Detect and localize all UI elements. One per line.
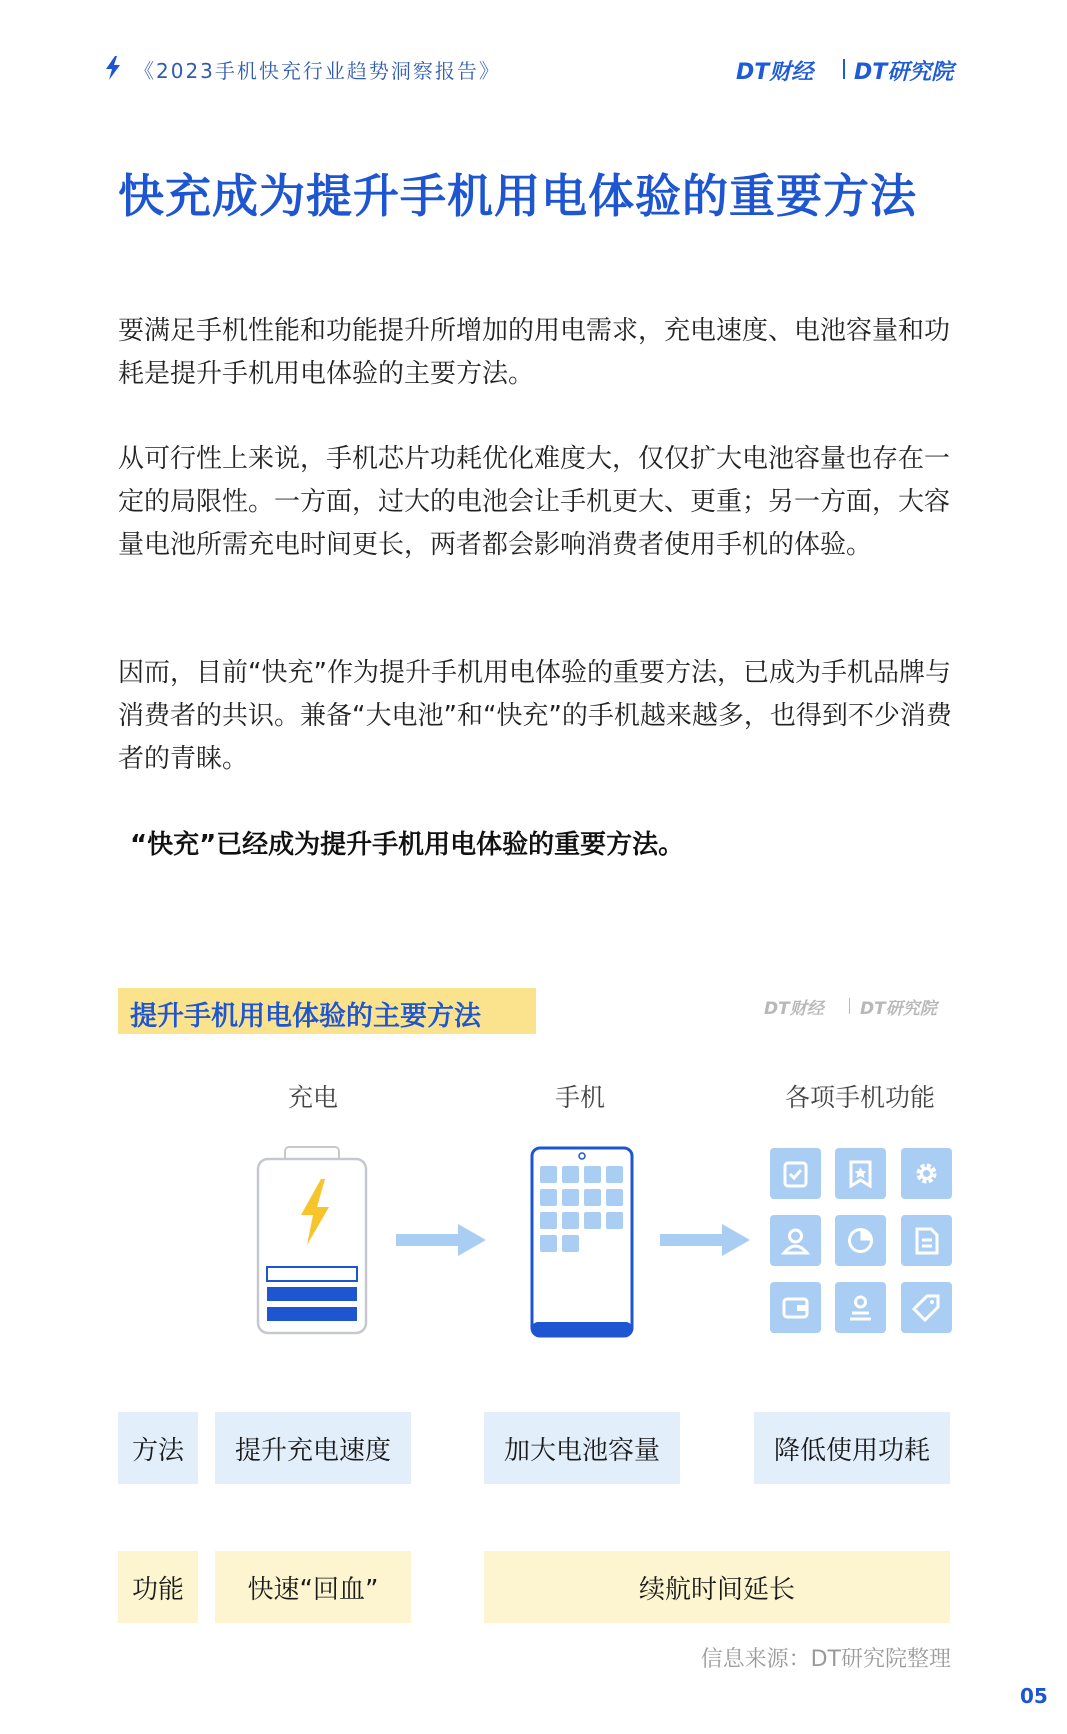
row-label-methods: 方法 bbox=[118, 1412, 198, 1484]
paragraph-3: 因而，目前“快充”作为提升手机用电体验的重要方法，已成为手机品牌与消费者的共识。兼备“大电池”和“快充”的手机越来越多，也得到不少消费者的青睐。 bbox=[118, 658, 952, 774]
page-title: 快充成为提升手机用电体验的重要方法 bbox=[118, 169, 917, 223]
brand-divider bbox=[843, 59, 845, 79]
infographic-brand-divider bbox=[849, 998, 850, 1014]
infographic-brand-dt-institute: DT研究院 bbox=[860, 999, 937, 1019]
method-charging-speed: 提升充电速度 bbox=[215, 1412, 411, 1484]
method-battery-capacity: 加大电池容量 bbox=[484, 1412, 680, 1484]
infographic-title-tag bbox=[118, 988, 536, 1034]
column-label-phone: 手机 bbox=[554, 1083, 605, 1112]
right-arrow-icon bbox=[396, 1222, 488, 1258]
row-label-function: 功能 bbox=[118, 1551, 198, 1623]
settings-gear-icon bbox=[901, 1148, 952, 1199]
infographic-brand-dt-finance: DT财经 bbox=[764, 999, 824, 1019]
smartphone-icon bbox=[530, 1146, 634, 1338]
key-conclusion: “快充”已经成为提升手机用电体验的重要方法。 bbox=[130, 830, 685, 860]
check-clipboard-icon bbox=[770, 1148, 821, 1199]
tag-icon bbox=[901, 1282, 952, 1333]
function-fast-recharge: 快速“回血” bbox=[215, 1551, 411, 1623]
column-label-charging: 充电 bbox=[287, 1083, 338, 1112]
brand-logo-dt-finance: DT财经 bbox=[736, 60, 814, 85]
paragraph-1: 要满足手机性能和功能提升所增加的用电需求，充电速度、电池容量和功耗是提升手机用电体验的主要方法。 bbox=[118, 316, 951, 389]
user-icon bbox=[770, 1215, 821, 1266]
report-title: 《2023手机快充行业趋势洞察报告》 bbox=[134, 59, 501, 83]
right-arrow-icon bbox=[660, 1222, 752, 1258]
battery-charging-icon bbox=[255, 1145, 369, 1337]
id-card-icon bbox=[835, 1282, 886, 1333]
wallet-icon bbox=[770, 1282, 821, 1333]
battery-bottom-bar bbox=[255, 1327, 369, 1333]
phone-functions-grid bbox=[770, 1148, 952, 1334]
star-bookmark-icon bbox=[835, 1148, 886, 1199]
page-number: 05 bbox=[1020, 1684, 1048, 1708]
function-longer-battery-life: 续航时间延长 bbox=[484, 1551, 950, 1623]
lightning-bolt-icon bbox=[104, 56, 122, 80]
source-note: 信息来源：DT研究院整理 bbox=[700, 1647, 951, 1672]
infographic-title: 提升手机用电体验的主要方法 bbox=[130, 1001, 481, 1032]
pie-chart-icon bbox=[835, 1215, 886, 1266]
paragraph-2: 从可行性上来说，手机芯片功耗优化难度大，仅仅扩大电池容量也存在一定的局限性。一方面，过大的电池会让手机更大、更重；另一方面，大容量电池所需充电时间更长，两者都会影响消费者使用手机的体验。 bbox=[118, 444, 951, 560]
method-power-consumption: 降低使用功耗 bbox=[754, 1412, 950, 1484]
brand-logo-dt-institute: DT研究院 bbox=[854, 60, 954, 85]
document-icon bbox=[901, 1215, 952, 1266]
column-label-functions: 各项手机功能 bbox=[784, 1083, 935, 1112]
